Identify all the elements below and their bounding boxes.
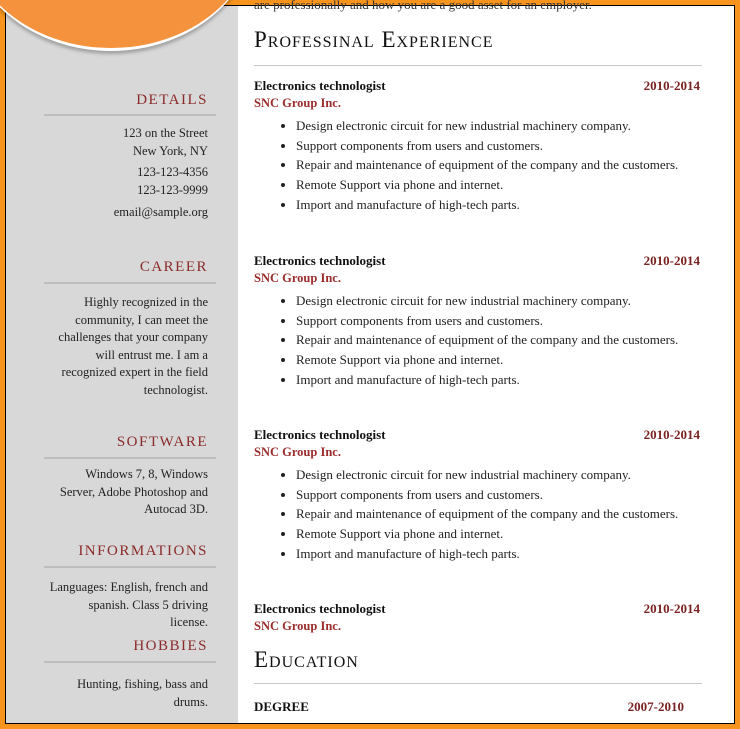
email: email@sample.org [113, 205, 208, 219]
duty-item: • Support components from users and customers. [296, 136, 700, 156]
phone-2: 123-123-9999 [137, 182, 208, 197]
duty-item: • Support components from users and customers. [296, 485, 700, 505]
duty-item: • Import and manufacture of high-tech parts. [296, 195, 700, 215]
duty-item: • Design electronic circuit for new industrial machinery company. [296, 116, 700, 136]
duty-item: • Repair and maintenance of equipment of the company and the customers. [296, 155, 700, 175]
degree: DEGREE [254, 699, 309, 714]
duty-item: • Remote Support via phone and internet. [296, 175, 700, 195]
hobbies-heading: HOBBIES [133, 638, 208, 654]
software-heading: SOFTWARE [116, 434, 208, 450]
duties-list [296, 465, 700, 564]
divider [254, 65, 702, 66]
duty-item: • Repair and maintenance of equipment of the company and the customers. [296, 504, 700, 524]
address-line: 123 on the Street [122, 126, 208, 140]
sidebar [6, 6, 238, 723]
duties-list [296, 291, 700, 390]
city-line: New York, NY [132, 143, 208, 158]
orange-circle-decoration [0, 0, 256, 51]
hobbies-text: Hunting, fishing, bass and drums. [77, 677, 208, 709]
software-text: Windows 7, 8, Windows Server, Adobe Photoshop and Autocad 3D. [59, 467, 208, 516]
duty-item: • Design electronic circuit for new industrial machinery company. [296, 465, 700, 485]
divider [44, 661, 216, 663]
job-entry [254, 601, 700, 639]
company: SNC Group Inc. [254, 619, 341, 633]
informations-heading: INFORMATIONS [78, 543, 208, 559]
education-entry [254, 699, 684, 717]
job-dates: 2010-2014 [643, 253, 700, 268]
details-heading: DETAILS [136, 92, 208, 108]
career-heading: CAREER [139, 259, 208, 275]
education-dates: 2007-2010 [627, 699, 684, 714]
informations-text: Languages: English, french and spanish. Class 5 driving license. [49, 580, 208, 629]
divider [44, 114, 216, 116]
divider [44, 282, 216, 284]
education-heading: Education [254, 647, 359, 672]
duty-item: • Import and manufacture of high-tech parts. [296, 370, 700, 390]
job-entry [254, 78, 700, 215]
duty-item: • Repair and maintenance of equipment of the company and the customers. [296, 330, 700, 350]
job-dates: 2010-2014 [643, 78, 700, 93]
company: SNC Group Inc. [254, 271, 341, 285]
duty-item: • Import and manufacture of high-tech parts. [296, 544, 700, 564]
job-title: Electronics technologist [254, 78, 386, 93]
job-dates: 2010-2014 [643, 601, 700, 616]
duty-item: • Design electronic circuit for new industrial machinery company. [296, 291, 700, 311]
duty-item: • Support components from users and customers. [296, 311, 700, 331]
divider [254, 683, 702, 684]
duty-item: • Remote Support via phone and internet. [296, 524, 700, 544]
company: SNC Group Inc. [254, 445, 341, 459]
job-title: Electronics technologist [254, 427, 386, 442]
intro-text: are professionally and how you are a good asset for an employer. [254, 0, 592, 12]
duties-list [296, 116, 700, 215]
phone-1: 123-123-4356 [137, 165, 208, 179]
job-entry [254, 427, 700, 564]
divider [44, 457, 216, 459]
divider [44, 566, 216, 568]
company: SNC Group Inc. [254, 96, 341, 110]
job-entry [254, 253, 700, 390]
career-text: Highly recognized in the community, I can meet the challenges that your company will entrust me. I am a recognized expert in the field technologist. [58, 295, 208, 397]
duty-item: • Remote Support via phone and internet. [296, 350, 700, 370]
resume-page [5, 0, 735, 724]
details-address [38, 125, 208, 222]
job-title: Electronics technologist [254, 601, 386, 616]
job-title: Electronics technologist [254, 253, 386, 268]
experience-heading: Professinal Experience [254, 27, 494, 52]
job-dates: 2010-2014 [643, 427, 700, 442]
